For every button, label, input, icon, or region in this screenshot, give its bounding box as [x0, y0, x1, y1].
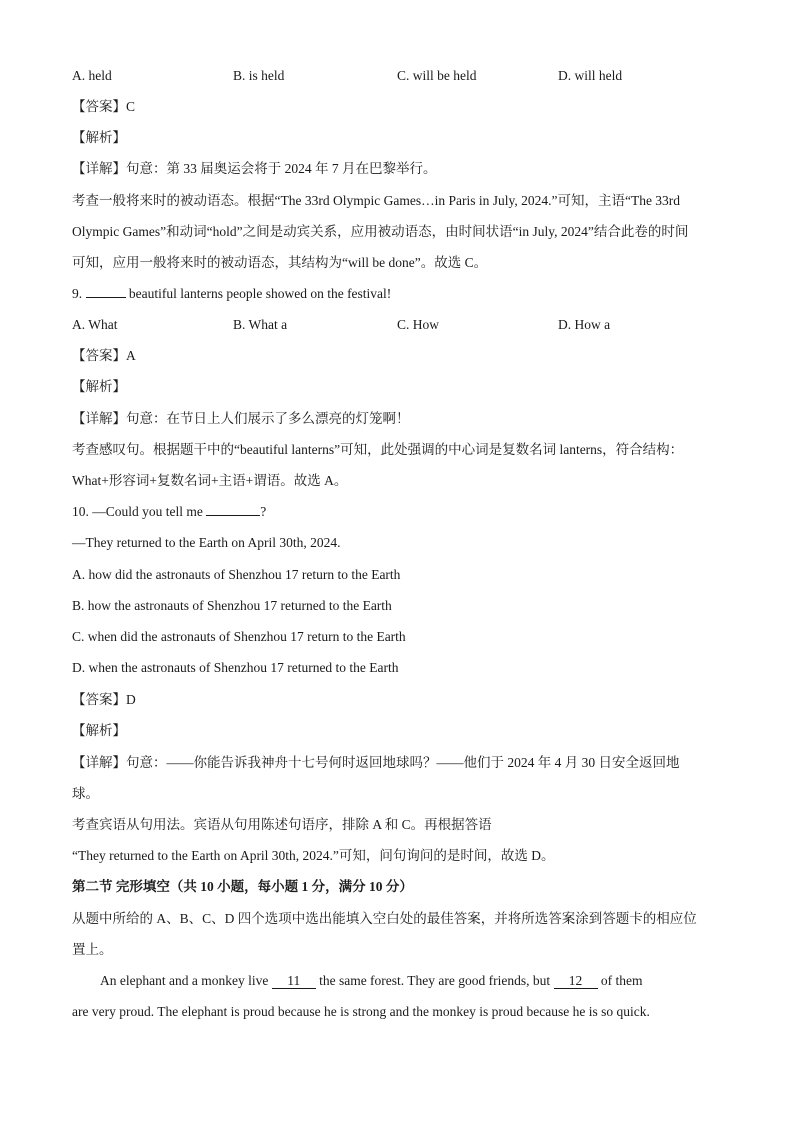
- q10-option-d: D. when the astronauts of Shenzhou 17 returned to the Earth: [72, 660, 399, 675]
- q9-option-b: B. What a: [233, 317, 288, 332]
- q10-detail-2: 考查宾语从句用法。宾语从句用陈述句语序，排除 A 和 C。再根据答语: [72, 817, 492, 832]
- q10-analysis-label: 【解析】: [72, 723, 126, 738]
- q10-blank: [206, 515, 260, 516]
- q9-number: 9.: [72, 286, 83, 301]
- section-instruction-2: 置上。: [72, 942, 113, 957]
- q8-detail-4: 可知，应用一般将来时的被动语态，其结构为“will be done”。故选 C。: [72, 255, 488, 270]
- passage-line-1: [100, 972, 643, 990]
- q10-detail-1: 【详解】句意：——你能告诉我神舟十七号何时返回地球吗？——他们于 2024 年 4 月 30 日安全返回地: [72, 755, 680, 770]
- q8-option-c: C. will be held: [397, 68, 477, 83]
- section-instruction-1: 从题中所给的 A、B、C、D 四个选项中选出能填入空白处的最佳答案，并将所选答案涂到答题卡的相应位: [72, 911, 697, 926]
- q8-answer: 【答案】C: [72, 99, 136, 114]
- q8-option-a: A. held: [72, 68, 112, 83]
- q9-option-a: A. What: [72, 317, 118, 332]
- q10-detail-3: “They returned to the Earth on April 30th, 2024.”可知，问句询问的是时间，故选 D。: [72, 848, 555, 863]
- q10-stem-text: 10. —Could you tell me: [72, 504, 203, 519]
- q8-detail-2: 考查一般将来时的被动语态。根据“The 33rd Olympic Games…in Paris in July, 2024.”可知，主语“The 33rd: [72, 193, 681, 208]
- passage-text-b: the same forest. They are good friends, but: [319, 973, 551, 988]
- q10-option-a: A. how did the astronauts of Shenzhou 17 return to the Earth: [72, 567, 401, 582]
- q10-stem-end: ?: [260, 504, 267, 519]
- q9-detail-2: 考查感叹句。根据题干中的“beautiful lanterns”可知，此处强调的中心词是复数名词 lanterns，符合结构：: [72, 442, 684, 457]
- section-title: 第二节 完形填空（共 10 小题，每小题 1 分，满分 10 分）: [72, 879, 413, 894]
- blank-12: 12: [554, 974, 598, 989]
- q8-detail-3: Olympic Games”和动词“hold”之间是动宾关系，应用被动语态，由时间状语“in July, 2024”结合此卷的时间: [72, 224, 689, 239]
- q8-option-d: D. will held: [558, 68, 623, 83]
- q10-option-c: C. when did the astronauts of Shenzhou 17 return to the Earth: [72, 629, 406, 644]
- q9-option-d: D. How a: [558, 317, 611, 332]
- q9-stem: [72, 285, 391, 303]
- passage-text-c: of them: [600, 973, 643, 988]
- passage-text-a: An elephant and a monkey live: [100, 973, 269, 988]
- q8-analysis-label: 【解析】: [72, 130, 126, 145]
- passage-line-2: are very proud. The elephant is proud because he is strong and the monkey is proud because he is so quick.: [72, 1004, 650, 1019]
- q10-option-b: B. how the astronauts of Shenzhou 17 returned to the Earth: [72, 598, 392, 613]
- q9-analysis-label: 【解析】: [72, 379, 126, 394]
- q9-detail-1: 【详解】句意：在节日上人们展示了多么漂亮的灯笼啊！: [72, 411, 410, 426]
- q10-reply: —They returned to the Earth on April 30th, 2024.: [72, 535, 341, 550]
- blank-11: 11: [272, 974, 316, 989]
- q10-stem: [72, 503, 266, 521]
- q9-stem-text: beautiful lanterns people showed on the festival!: [128, 286, 392, 301]
- q9-answer: 【答案】A: [72, 348, 136, 363]
- q10-detail-1b: 球。: [72, 786, 99, 801]
- q9-option-c: C. How: [397, 317, 440, 332]
- q8-option-b: B. is held: [233, 68, 285, 83]
- q8-detail-1: 【详解】句意：第 33 届奥运会将于 2024 年 7 月在巴黎举行。: [72, 161, 437, 176]
- q9-detail-3: What+形容词+复数名词+主语+谓语。故选 A。: [72, 473, 348, 488]
- q10-answer: 【答案】D: [72, 692, 136, 707]
- q9-blank: [86, 297, 126, 298]
